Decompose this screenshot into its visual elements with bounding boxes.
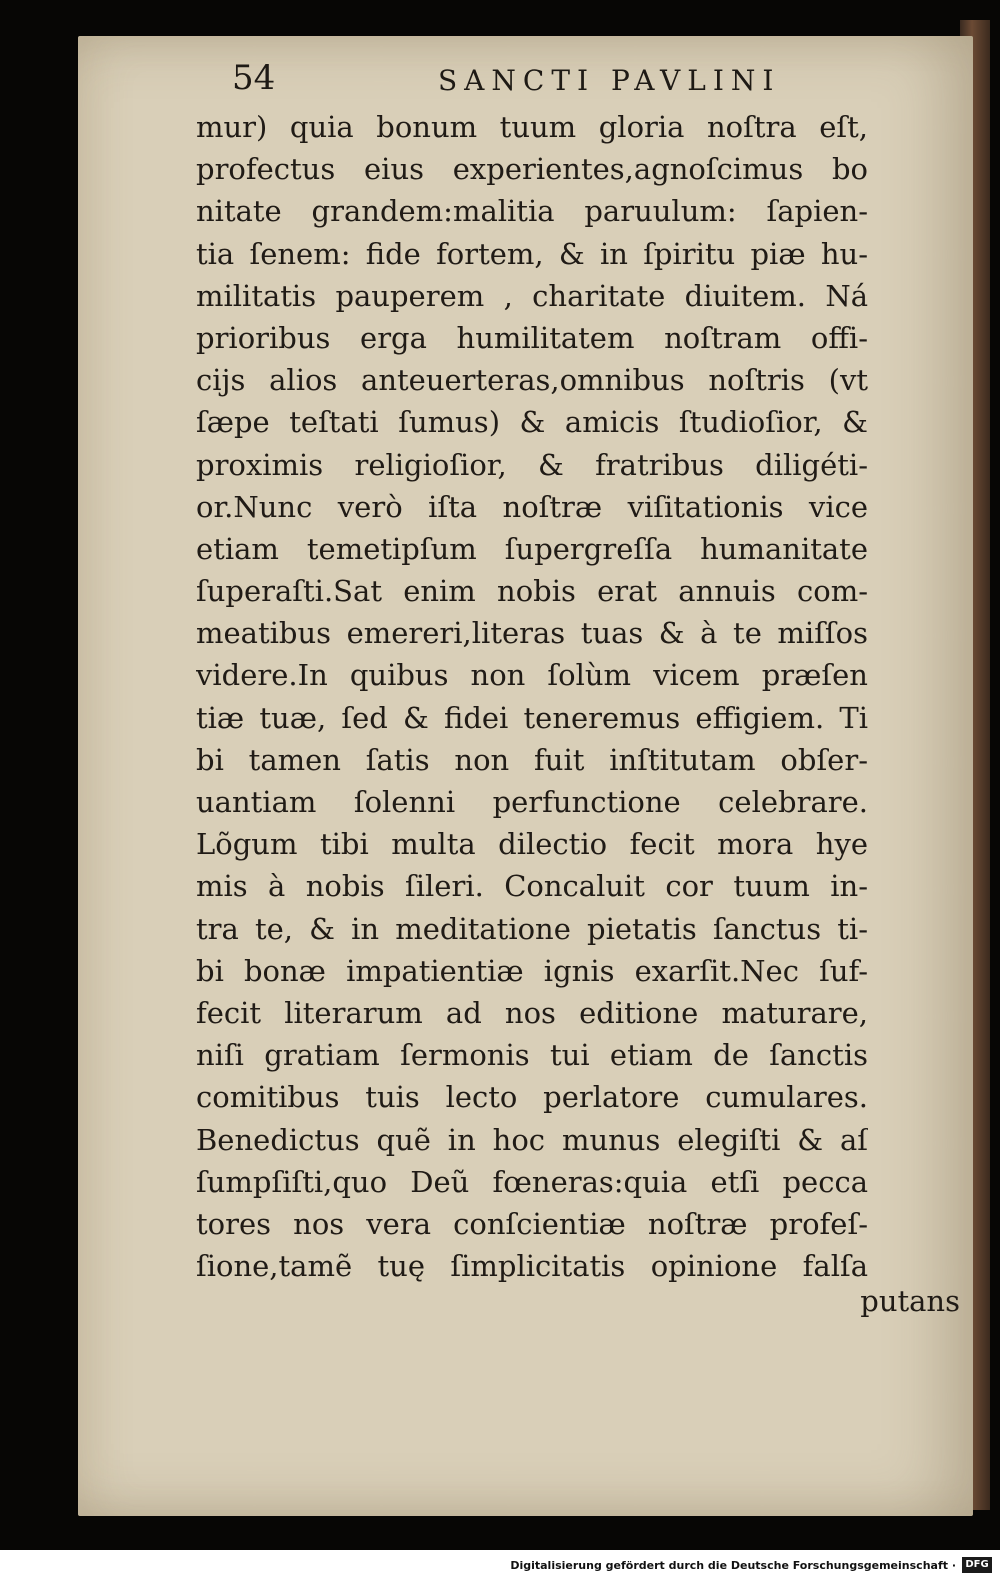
text-line: mur) quia bonum tuum gloria noſtra eſt, [196,110,868,144]
page-number: 54 [232,58,276,98]
text-line: tores nos vera conſcientiæ noſtræ profeſ- [196,1206,868,1241]
text-line: profectus eius experientes,agnoſcimus bo [196,152,868,187]
text-line: cijs alios anteuerteras,omnibus noſtris (vt [196,363,868,398]
text-line: bi tamen ſatis non fuit inſtitutam obſer- [196,742,868,777]
footer-bar [0,1550,1000,1584]
body-text [196,106,868,1287]
text-line: mis à nobis ſileri. Concaluit cor tuum in- [196,869,868,904]
text-line: Benedictus quẽ in hoc munus elegiſti & aſ [196,1122,868,1157]
text-line: videre.In quibus non ſolùm vicem præſen [196,658,868,693]
text-line: meatibus emereri,literas tuas & à te miſſos [196,616,868,651]
text-line: comitibus tuis lecto perlatore cumulares. [196,1080,868,1115]
catchword: putans [860,1284,960,1318]
text-line: or.Nunc verò iſta noſtræ viſitationis vice [196,489,868,524]
text-line: niſi gratiam ſermonis tui etiam de ſanctis [196,1038,868,1073]
text-line: tiæ tuæ, ſed & fidei teneremus effigiem. Ti [196,700,868,735]
text-line: proximis religioſior, & fratribus diligéti- [196,447,868,482]
text-line: tra te, & in meditatione pietatis ſanctus ti- [196,911,868,946]
text-line: tia ſenem: fide fortem, & in ſpiritu piæ hu- [196,236,868,271]
text-line: nitate grandem:malitia paruulum: ſapien- [196,194,868,229]
dfg-logo: DFG [962,1557,992,1573]
text-line: bi bonæ impatientiæ ignis exarſit.Nec ſuf- [196,953,868,988]
text-line: fecit literarum ad nos editione maturare, [196,995,868,1030]
text-line: militatis pauperem , charitate diuitem. Ná [196,278,868,313]
text-line: ſæpe teſtati ſumus) & amicis ſtudioſior, & [196,405,868,440]
text-line: ſione,tamẽ tuę ſimplicitatis opinione falſa [196,1249,868,1284]
funding-credit: Digitalisierung gefördert durch die Deutsche Forschungsgemeinschaft · [510,1559,956,1572]
text-line: ſumpſiſti,quo Deũ fœneras:quia etſi pecca [196,1164,868,1199]
text-line: etiam temetipſum ſupergreſſa humanitate [196,531,868,566]
text-line: prioribus erga humilitatem noſtram offi- [196,320,868,355]
text-line: uantiam ſolenni perfunctione celebrare. [196,785,868,819]
text-line: Lõgum tibi multa dilectio fecit mora hye [196,827,868,862]
text-line: ſuperaſti.Sat enim nobis erat annuis com- [196,574,868,609]
running-head: SANCTI PAVLINI [438,64,781,97]
